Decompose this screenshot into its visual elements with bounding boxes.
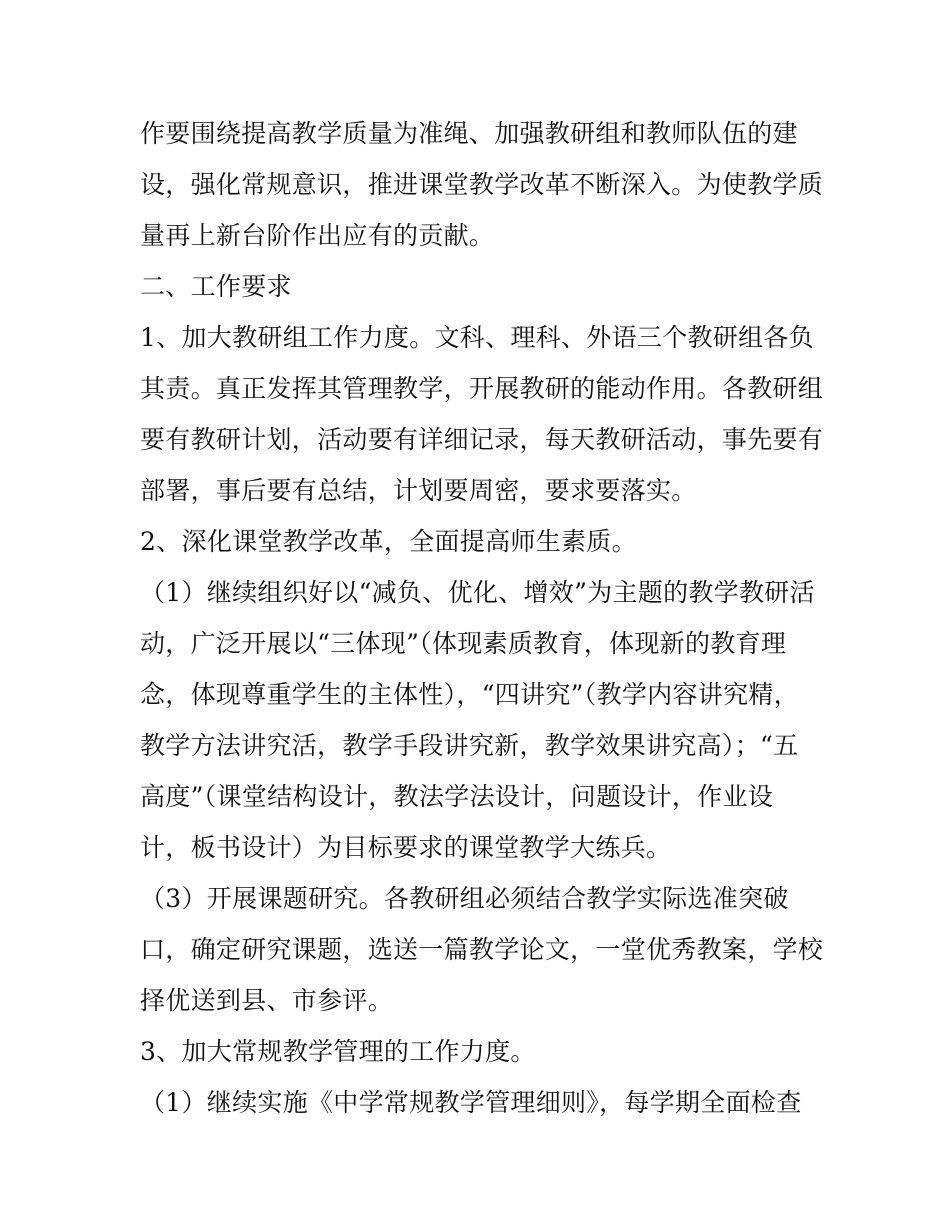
document-body <box>140 108 830 1128</box>
text-line: 1、加大教研组工作力度。文科、理科、外语三个教研组各负 <box>140 323 815 352</box>
text-line: 其责。真正发挥其管理教学，开展教研的能动作用。各教研组 <box>140 374 824 403</box>
text-line: 择优送到县、市参评。 <box>140 986 394 1015</box>
text-line: 计，板书设计）为目标要求的课堂教学大练兵。 <box>140 833 672 862</box>
text-line: 念，体现尊重学生的主体性），“四讲究”（教学内容讲究精， <box>140 680 799 709</box>
text-line: 3、加大常规教学管理的工作力度。 <box>140 1037 536 1066</box>
text-line: 设，强化常规意识，推进课堂教学改革不断深入。为使教学质 <box>140 170 824 199</box>
text-line: （3）开展课题研究。各教研组必须结合教学实际选准突破 <box>140 884 789 913</box>
text-line: 口，确定研究课题，选送一篇教学论文，一堂优秀教案，学校 <box>140 935 824 964</box>
text-line: 教学方法讲究活，教学手段讲究新，教学效果讲究高）；“五 <box>140 731 799 760</box>
text-line: 作要围绕提高教学质量为准绳、加强教研组和教师队伍的建 <box>140 119 798 148</box>
section-heading: 二、工作要求 <box>140 272 292 301</box>
text-line: 部署，事后要有总结，计划要周密，要求要落实。 <box>140 476 697 505</box>
text-line: （1）继续组织好以“减负、优化、增效”为主题的教学教研活 <box>140 578 815 607</box>
text-line: （1）继续实施《中学常规教学管理细则》，每学期全面检查 <box>140 1088 802 1117</box>
text-line: 高度”（课堂结构设计，教法学法设计，问题设计，作业设 <box>140 782 774 811</box>
text-line: 2、深化课堂教学改革，全面提高师生素质。 <box>140 527 637 556</box>
text-line: 要有教研计划，活动要有详细记录，每天教研活动，事先要有 <box>140 425 824 454</box>
text-line: 动，广泛开展以“三体现”（体现素质教育，体现新的教育理 <box>140 629 787 658</box>
text-line: 量再上新台阶作出应有的贡献。 <box>140 221 495 250</box>
